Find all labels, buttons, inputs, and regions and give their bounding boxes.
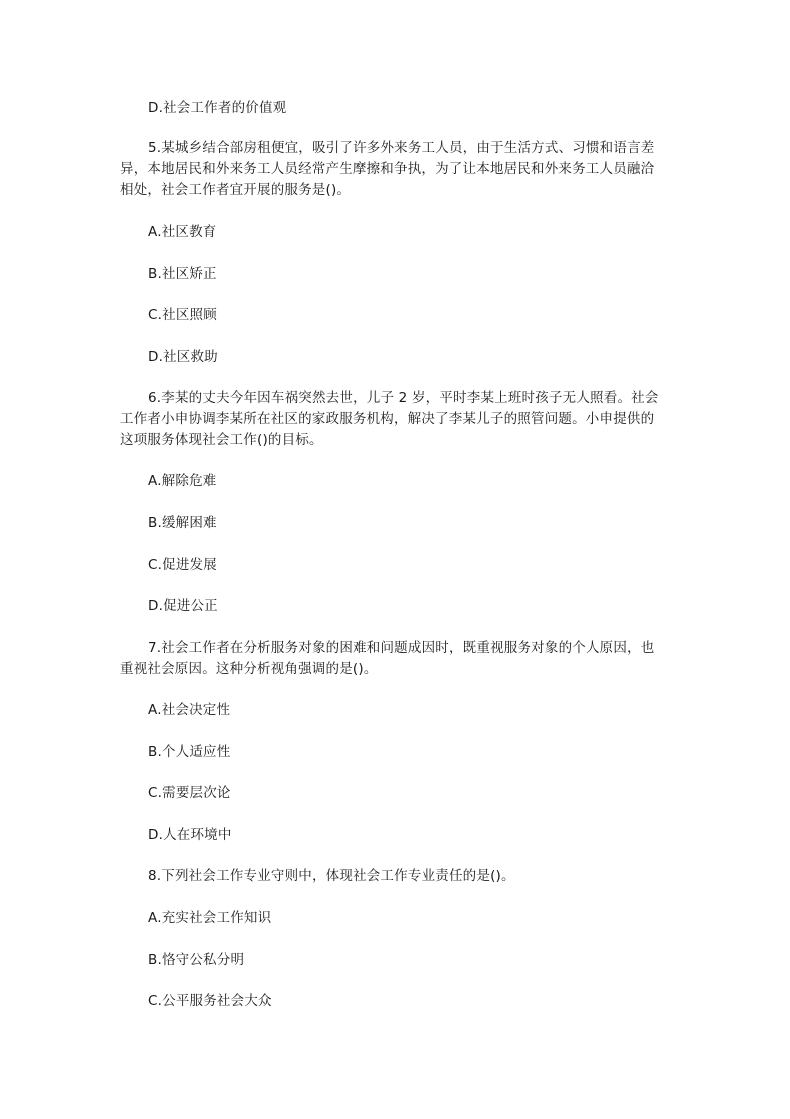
q8-stem-line-1: 8.下列社会工作专业守则中，体现社会工作专业责任的是()。: [148, 868, 515, 884]
q6-stem-line-1: 6.李某的丈夫今年因车祸突然去世，儿子 2 岁，平时李某上班时孩子无人照看。社会: [148, 390, 659, 406]
q7-option-a: A.社会决定性: [148, 702, 231, 718]
q7-stem-line-2: 重视社会原因。这种分析视角强调的是()。: [120, 661, 378, 677]
q6-option-a: A.解除危难: [148, 473, 217, 489]
q5-stem-line-3: 相处，社会工作者宜开展的服务是()。: [120, 182, 351, 198]
q6-option-d: D.促进公正: [148, 598, 218, 614]
q6-option-c: C.促进发展: [148, 557, 217, 573]
q5-option-a: A.社区教育: [148, 224, 217, 240]
q5-option-b: B.社区矫正: [148, 266, 217, 282]
q5-stem-line-1: 5.某城乡结合部房租便宜，吸引了许多外来务工人员，由于生活方式、习惯和语言差: [148, 140, 655, 156]
q8-option-c: C.公平服务社会大众: [148, 993, 272, 1009]
q5-option-d: D.社区救助: [148, 349, 218, 365]
q4-option-d: D.社会工作者的价值观: [148, 100, 287, 116]
q8-option-b: B.恪守公私分明: [148, 952, 245, 968]
q5-stem-line-2: 异，本地居民和外来务工人员经常产生摩擦和争执，为了让本地居民和外来务工人员融洽: [120, 161, 655, 177]
q7-option-c: C.需要层次论: [148, 785, 231, 801]
q6-stem-line-2: 工作者小申协调李某所在社区的家政服务机构，解决了李某儿子的照管问题。小申提供的: [120, 411, 655, 427]
q5-option-c: C.社区照顾: [148, 307, 217, 323]
q6-option-b: B.缓解困难: [148, 515, 217, 531]
q8-option-a: A.充实社会工作知识: [148, 910, 272, 926]
q6-stem-line-3: 这项服务体现社会工作()的目标。: [120, 432, 323, 448]
q7-option-d: D.人在环境中: [148, 827, 232, 843]
q7-option-b: B.个人适应性: [148, 744, 231, 760]
q7-stem-line-1: 7.社会工作者在分析服务对象的困难和问题成因时，既重视服务对象的个人原因，也: [148, 640, 655, 656]
